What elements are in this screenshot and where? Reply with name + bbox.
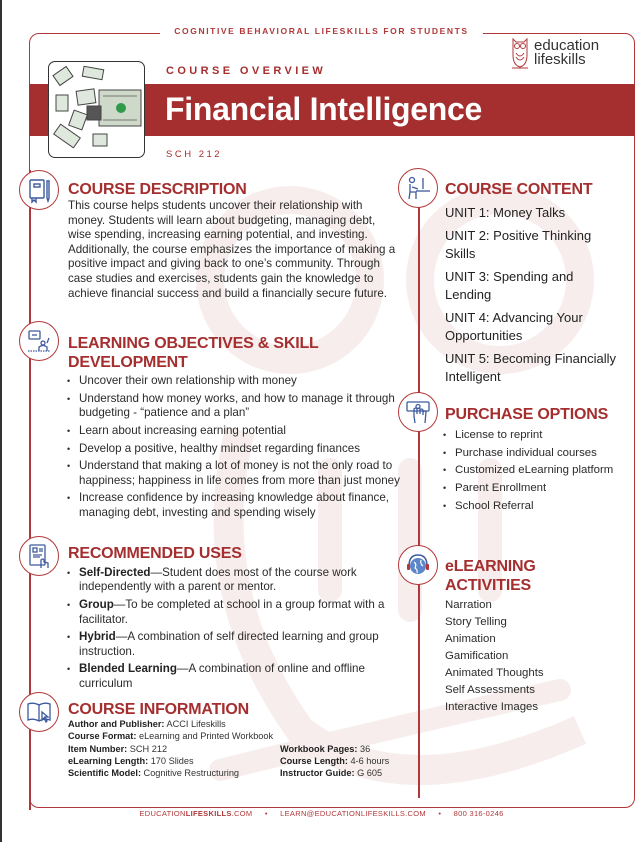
list-item: • Learn about increasing earning potential — [66, 424, 401, 438]
website-link[interactable]: EDUCATIONLIFESKILLS.COM — [139, 809, 253, 818]
phone-number: 800 316-0246 — [453, 809, 504, 818]
unit-item: UNIT 3: Spending and Lending — [445, 268, 574, 302]
globe-headset-icon — [404, 551, 432, 579]
learning-objectives-icon-circle — [19, 321, 59, 361]
list-item: • Group—To be completed at school in a group format with a facilitator. — [66, 598, 401, 627]
activity-item: Gamification — [445, 650, 509, 662]
list-item: • Blended Learning—A combination of online and offline curriculum — [66, 662, 401, 691]
unit-item: UNIT 5: Becoming Financially Intelligent — [445, 350, 616, 384]
course-description-icon-circle — [19, 170, 59, 210]
learning-objectives-heading: LEARNING OBJECTIVES & SKILL DEVELOPMENT — [68, 335, 319, 371]
presenter-icon — [25, 327, 53, 355]
open-book-cursor-icon — [25, 698, 53, 726]
logo — [511, 37, 599, 69]
separator: • — [264, 809, 268, 818]
unit-item: UNIT 4: Advancing Your Opportunities — [445, 309, 583, 343]
page-title: Financial Intelligence — [165, 91, 483, 127]
list-item: • Self-Directed—Student does most of the course work independently with a parent or mentor. — [66, 566, 401, 595]
course-code: SCH 212 — [166, 149, 223, 160]
list-item: • Hybrid—A combination of self directed learning and group instruction. — [66, 630, 401, 659]
recommended-uses-heading: RECOMMENDED USES — [68, 545, 242, 562]
course-information-icon-circle — [19, 692, 59, 732]
logo-text: education lifeskills — [534, 37, 600, 68]
list-item: • Parent Enrollment — [442, 481, 622, 495]
course-image — [48, 61, 145, 158]
course-information-details: Author and Publisher: ACCI Lifeskills Course Format: eLearning and Printed Workbook Item Number: SCH 212 Workbook Pages: 36 eLearning Length: 170 Slides Course Length: 4-6 hours Scientific Model: Cognitive Restructuring Instructor Guide: G 605 — [68, 719, 390, 779]
elearning-activities-list — [445, 597, 544, 716]
learning-objectives-list — [66, 374, 401, 523]
recommended-uses-icon-circle — [19, 536, 59, 576]
email-link[interactable]: LEARN@EDUCATIONLIFESKILLS.COM — [280, 809, 426, 818]
course-content-units — [445, 204, 620, 391]
course-description-heading: COURSE DESCRIPTION — [68, 181, 247, 198]
right-timeline — [418, 170, 420, 798]
activity-item: Narration — [445, 599, 492, 611]
separator: • — [438, 809, 442, 818]
course-content-heading: COURSE CONTENT — [445, 181, 593, 198]
purchase-options-heading: PURCHASE OPTIONS — [445, 406, 609, 423]
unit-item: UNIT 2: Positive Thinking Skills — [445, 227, 592, 261]
page-edge — [0, 0, 2, 842]
list-item: • Customized eLearning platform — [442, 463, 622, 477]
course-information-heading: COURSE INFORMATION — [68, 701, 249, 718]
course-description-text: This course helps students uncover their relationship with money. Students will learn about budgeting, managing debt, wise spending, increasing earning potential, and investing. Additionally, the course emphasizes the importance of making a positive impact and giving back to one’s community. Through case studies and exercises, students gain the knowledge to achieve financial success and build a financially secure future. — [68, 199, 396, 300]
list-item: • Develop a positive, healthy mindset regarding finances — [66, 442, 401, 456]
purchase-options-list — [442, 428, 622, 517]
list-item: • Purchase individual courses — [442, 446, 622, 460]
footer — [0, 803, 643, 821]
tagline: COGNITIVE BEHAVIORAL LIFESKILLS FOR STUDENTS — [0, 20, 643, 38]
owl-icon — [511, 37, 529, 69]
recommended-uses-list — [66, 566, 401, 694]
activity-item: Animated Thoughts — [445, 667, 544, 679]
activity-item: Self Assessments — [445, 684, 535, 696]
activity-item: Animation — [445, 633, 496, 645]
book-icon — [25, 176, 53, 204]
purchase-options-icon-circle — [398, 392, 438, 432]
tablet-touch-icon — [25, 542, 53, 570]
list-item: • Understand how money works, and how to manage it through budgeting - “patience and a plan” — [66, 392, 401, 421]
list-item: • Uncover their own relationship with money — [66, 374, 401, 388]
list-item: • School Referral — [442, 499, 622, 513]
unit-item: UNIT 1: Money Talks — [445, 205, 566, 220]
course-content-icon-circle — [398, 168, 438, 208]
activity-item: Story Telling — [445, 616, 507, 628]
activity-item: Interactive Images — [445, 701, 539, 713]
section-label: COURSE OVERVIEW — [166, 65, 327, 77]
desk-worker-icon — [404, 174, 432, 202]
list-item: • License to reprint — [442, 428, 622, 442]
list-item: • Understand that making a lot of money is not the only road to happiness; happiness in life comes from more than just money — [66, 459, 401, 488]
elearning-activities-heading: eLEARNING ACTIVITIES — [445, 558, 536, 594]
puzzle-money-icon — [49, 62, 145, 158]
list-item: • Increase confidence by increasing knowledge about finance, managing debt, investing and spending wisely — [66, 491, 401, 520]
hand-money-icon — [404, 398, 432, 426]
elearning-activities-icon-circle — [398, 545, 438, 585]
